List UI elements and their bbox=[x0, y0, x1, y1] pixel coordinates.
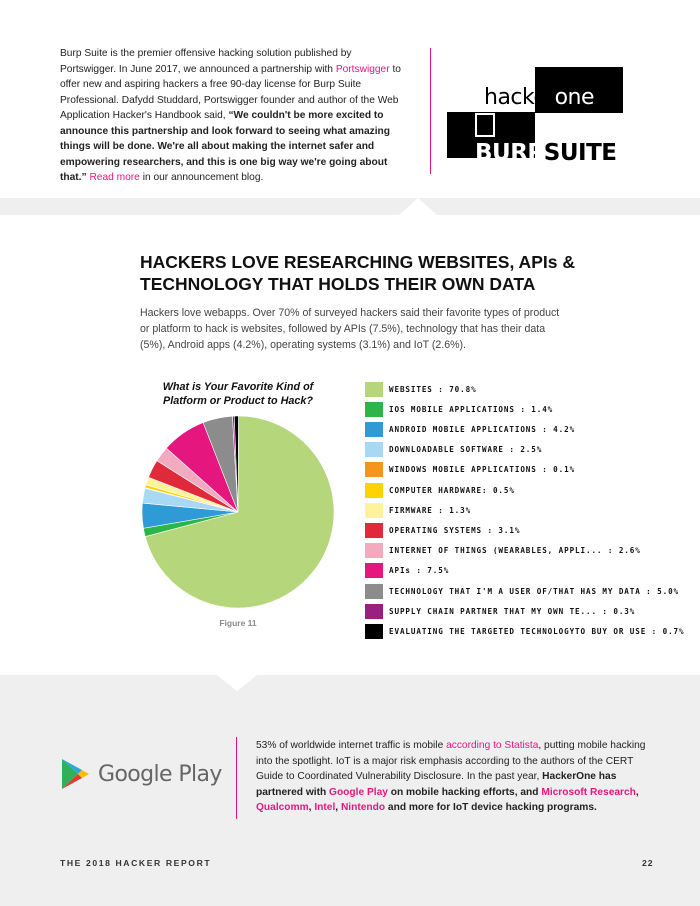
section-lede: Hackers love webapps. Over 70% of surveyed hackers said their favorite types of product or platform to hack is websites, followed by APIs (7.5%), technology that has their data (5%), Android apps (4.2%), operating systems (3.1%) and IoT (2.6%). bbox=[140, 307, 560, 351]
intel-link[interactable]: Intel bbox=[314, 802, 336, 813]
legend-swatch bbox=[365, 503, 383, 518]
footer-report-title: THE 2018 HACKER REPORT bbox=[60, 858, 212, 868]
legend-item bbox=[365, 583, 679, 599]
legend-item bbox=[365, 563, 449, 579]
pie-chart bbox=[140, 414, 336, 610]
pink-divider bbox=[430, 48, 431, 174]
google-play-icon bbox=[60, 758, 90, 790]
legend-label: WINDOWS MOBILE APPLICATIONS : 0.1% bbox=[389, 465, 576, 475]
arrow-notch-down bbox=[217, 675, 257, 691]
gp-text: and more for IoT device hacking programs. bbox=[385, 802, 597, 813]
legend-item bbox=[365, 381, 477, 397]
intro-text: to offer new and aspiring hackers a free 90-day license for Burp Suite Professional. Dafydd Studdard, Portswigger founder and author of the Web Application Hacker's Handbook said, bbox=[60, 63, 401, 121]
legend-label: WEBSITES : 70.8% bbox=[389, 384, 477, 394]
legend-label: TECHNOLOGY THAT I'M A USER OF/THAT HAS MY DATA : 5.0% bbox=[389, 586, 680, 596]
legend-item bbox=[365, 502, 471, 518]
qualcomm-link[interactable]: Qualcomm bbox=[256, 802, 309, 813]
legend-item bbox=[365, 401, 553, 417]
intro-text: Burp Suite is the premier offensive hacking solution published by Portswigger. In June 2017, we announced a partnership with bbox=[60, 48, 352, 75]
legend-label: INTERNET OF THINGS (WEARABLES, APPLI... : 2.6% bbox=[389, 546, 641, 556]
legend-item bbox=[365, 421, 575, 437]
legend-swatch bbox=[365, 624, 383, 639]
gp-text: , putting mobile hacking into the spotlight. IoT is a major risk emphasis according to the authors of the CERT Guide to Coordinated Vulnerability Disclosure. In the past year, bbox=[256, 740, 646, 782]
legend-swatch bbox=[365, 462, 383, 477]
legend-label: DOWNLOADABLE SOFTWARE : 2.5% bbox=[389, 445, 543, 455]
google-play-paragraph: 53% of worldwide internet traffic is mobile according to Statista, putting mobile hacking into the spotlight. IoT is a major risk emphasis according to the authors of the CERT Guide to Coordinated Vulnerability Disclosure. In the past year, HackerOne has partnered with Google Play on mobile hacking efforts, and Microsoft Research, Qualcomm, Intel, Nintendo and more for IoT device hacking programs. bbox=[256, 740, 646, 813]
legend-item bbox=[365, 603, 635, 619]
google-play-logo bbox=[60, 758, 222, 790]
page-number: 22 bbox=[642, 858, 654, 868]
legend-label: OPERATING SYSTEMS : 3.1% bbox=[389, 525, 521, 535]
legend-item bbox=[365, 623, 684, 639]
legend-swatch bbox=[365, 483, 383, 498]
legend-item bbox=[365, 442, 542, 458]
legend-label: FIRMWARE : 1.3% bbox=[389, 505, 472, 515]
legend-item bbox=[365, 482, 515, 498]
legend-swatch bbox=[365, 402, 383, 417]
legend-item bbox=[365, 522, 520, 538]
chart-title: What is Your Favorite Kind of Platform or Product to Hack? bbox=[162, 381, 314, 407]
legend-label: COMPUTER HARDWARE: 0.5% bbox=[389, 485, 515, 495]
section-heading: HACKERS LOVE RESEARCHING WEBSITES, APIs & TECHNOLOGY THAT HOLDS THEIR OWN DATA bbox=[140, 252, 575, 294]
legend-item bbox=[365, 543, 641, 559]
burpsuite-wordmark: BURPSUITE bbox=[475, 113, 623, 166]
google-play-wordmark: Google Play bbox=[98, 761, 222, 787]
legend-swatch bbox=[365, 422, 383, 437]
legend-item bbox=[365, 462, 575, 478]
nintendo-link[interactable]: Nintendo bbox=[340, 802, 386, 813]
portswigger-link[interactable]: Portswigger bbox=[335, 63, 390, 75]
legend-label: SUPPLY CHAIN PARTNER THAT MY OWN TE... : 0.3% bbox=[389, 606, 636, 616]
legend-label: ANDROID MOBILE APPLICATIONS : 4.2% bbox=[389, 424, 576, 434]
pink-divider bbox=[236, 737, 237, 819]
legend-label: EVALUATING THE TARGETED TECHNOLOGYTO BUY OR USE : 0.7% bbox=[389, 626, 685, 636]
section-divider bbox=[0, 198, 700, 215]
bolt-icon bbox=[475, 113, 495, 137]
intro-quote: “We couldn't be more excited to announce this partnership and look forward to seeing what amazing things will be done. We're all about making the internet safer and empowering researchers, and this is one big way we're going about that.” bbox=[60, 110, 391, 183]
gp-text: on mobile hacking efforts, and bbox=[387, 786, 542, 798]
legend-swatch bbox=[365, 604, 383, 619]
intro-text: in our announcement blog. bbox=[139, 172, 264, 183]
legend-label: APIs : 7.5% bbox=[389, 566, 450, 576]
legend-swatch bbox=[365, 382, 383, 397]
legend-swatch bbox=[365, 442, 383, 457]
hackerone-burpsuite-logo bbox=[447, 67, 623, 166]
legend-swatch bbox=[365, 584, 383, 599]
gp-text: 53% of worldwide internet traffic is mobile bbox=[256, 740, 447, 751]
legend-swatch bbox=[365, 563, 383, 578]
legend-label: IOS MOBILE APPLICATIONS : 1.4% bbox=[389, 404, 554, 414]
intro-paragraph bbox=[60, 46, 410, 186]
figure-caption: Figure 11 bbox=[219, 618, 257, 628]
statista-link[interactable]: according to Statista bbox=[446, 740, 539, 751]
arrow-notch-up bbox=[398, 198, 438, 216]
google-play-link[interactable]: Google Play bbox=[329, 786, 388, 798]
microsoft-research-link[interactable]: Microsoft Research bbox=[541, 786, 636, 798]
hackerone-wordmark: hackerone bbox=[484, 85, 595, 110]
legend-swatch bbox=[365, 523, 383, 538]
read-more-link[interactable]: Read more bbox=[89, 172, 140, 183]
legend-swatch bbox=[365, 543, 383, 558]
gp-text: HackerOne has partnered with bbox=[256, 771, 617, 798]
